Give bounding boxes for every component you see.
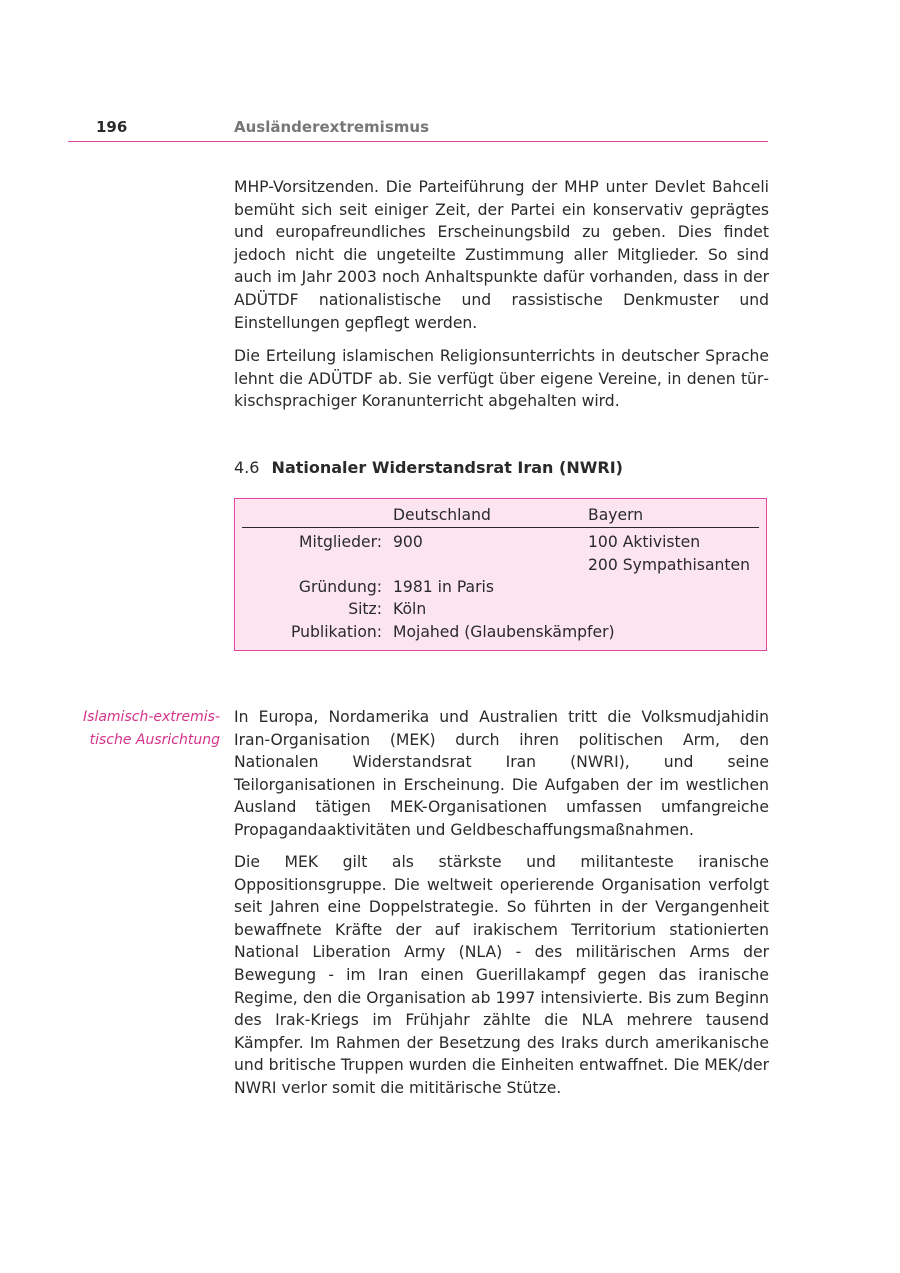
paragraph-text: In Europa, Nordamerika und Australien tritt die Volksmudjahidin Iran-Organisation (MEK) durch ihren politischen Arm, den Nationalen Widerstandsrat Iran (NWRI), und seine Teilorganisationen in Erscheinung. Die Aufgaben der im westlichen Ausland tätigen MEK-Organisationen umfassen umfangreiche Propagandaaktivitäten und Geldbeschaffungsmaßnahmen. — [234, 708, 769, 839]
members-bayern-activists: 100 Aktivisten — [588, 533, 701, 551]
publication-label: Publikation: — [290, 623, 382, 641]
running-header — [68, 117, 768, 142]
page-number: 196 — [96, 118, 128, 136]
column-header-deutschland: Deutschland — [393, 506, 491, 524]
table-divider — [242, 527, 759, 528]
body-paragraph — [234, 176, 769, 334]
body-paragraph — [234, 851, 769, 1100]
body-paragraph — [234, 345, 769, 413]
section-number: 4.6 — [234, 458, 260, 477]
founding-label: Gründung: — [298, 578, 382, 596]
paragraph-text: Die Erteilung islamischen Religionsunterrichts in deutscher Sprache lehnt die ADÜTDF ab. Sie verfügt über eigene Vereine, in denen türkischsprachiger Koranunterricht abgehalten wird. — [234, 347, 769, 411]
seat-value: Köln — [393, 600, 427, 618]
members-deutschland-value: 900 — [393, 533, 423, 551]
paragraph-text: MHP-Vorsitzenden. Die Parteiführung der MHP unter Devlet Bahceli bemüht sich seit einiger Zeit, der Partei ein konservativ geprägtes und europafreundliches Erscheinungsbild zu geben. Dies findet jedoch nicht die ungeteilte Zustimmung aller Mitglieder. So sind auch im Jahr 2003 noch Anhaltspunkte dafür vorhanden, dass in der ADÜTDF nationalistische und rassistische Denkmuster und Einstellungen gepflegt werden. — [234, 178, 769, 332]
founding-value: 1981 in Paris — [393, 578, 494, 596]
margin-note-line: Islamisch-extremis- — [83, 709, 220, 725]
margin-note — [60, 706, 220, 751]
members-bayern-sympathizers: 200 Sympathisanten — [588, 556, 750, 574]
paragraph-text: Die MEK gilt als stärkste und militanteste iranische Oppositionsgruppe. Die weltweit operierende Organisation verfolgt seit Jahren eine Doppelstrategie. So führten in der Vergangenheit bewaffnete Kräfte der auf irakischem Territorium stationierten National Liberation Army (NLA) - des militärischen Arms der Bewegung - im Iran einen Guerillakampf gegen das iranische Regime, den die Organisation ab 1997 intensivierte. Bis zum Beginn des Irak-Kriegs im Frühjahr zählte die NLA mehrere tausend Kämpfer. Im Rahmen der Besetzung des Iraks durch amerikanische und britische Truppen wurden die Einheiten entwaffnet. Die MEK/der NWRI verlor somit die mititärische Stütze. — [234, 853, 769, 1097]
members-label: Mitglieder: — [299, 533, 382, 551]
body-paragraph — [234, 706, 769, 842]
organization-info-box — [234, 498, 767, 651]
section-heading — [234, 457, 623, 479]
seat-label: Sitz: — [348, 600, 382, 618]
column-header-bayern: Bayern — [588, 506, 644, 524]
running-title: Ausländerextremismus — [234, 118, 429, 136]
margin-note-line: tische Ausrichtung — [89, 731, 220, 748]
publication-value: Mojahed (Glaubenskämpfer) — [393, 623, 615, 641]
section-title: Nationaler Widerstandsrat Iran (NWRI) — [271, 458, 623, 477]
